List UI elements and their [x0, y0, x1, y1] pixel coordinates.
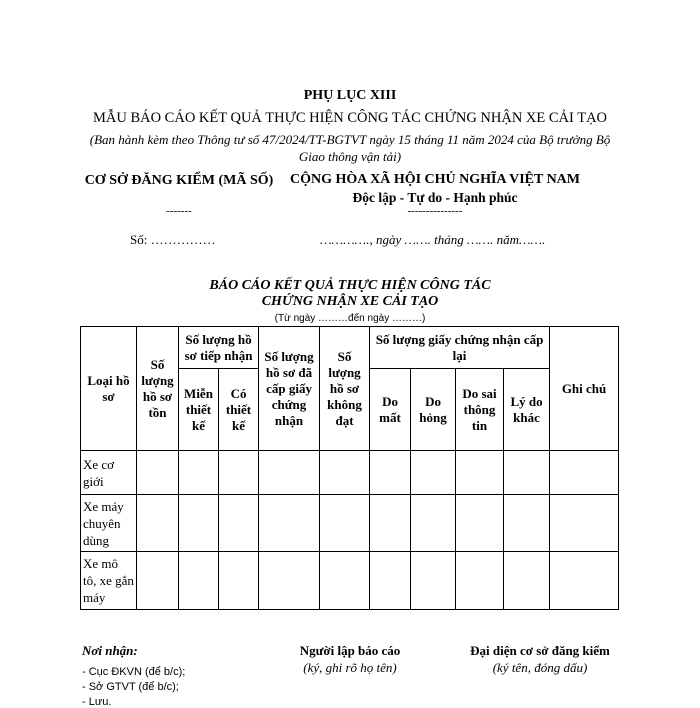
table-row	[81, 495, 619, 552]
nation-motto: Độc lập - Tự do - Hạnh phúc	[352, 190, 518, 205]
header-count: Số lượng hồ sơ tồn	[137, 327, 179, 451]
row-label: Xe mô tô, xe gắn máy	[81, 552, 137, 610]
recipient-item: - Cục ĐKVN (để b/c);	[82, 666, 186, 678]
row-label: Xe cơ giới	[81, 451, 137, 495]
table-row	[81, 552, 619, 610]
report-period: (Từ ngày ………đến ngày ………)	[274, 313, 426, 324]
document-number: Số: ……………	[130, 232, 216, 247]
table-row	[81, 451, 619, 495]
report-title-line2: CHỨNG NHẬN XE CẢI TẠO	[261, 294, 439, 309]
appendix-title: PHỤ LỤC XIII	[303, 88, 397, 103]
recipient-item: - Sở GTVT (để b/c);	[82, 681, 179, 693]
report-title-line1: BÁO CÁO KẾT QUẢ THỰC HIỆN CÔNG TÁC	[209, 278, 491, 293]
representative-label: Đại diện cơ sở đăng kiểm	[470, 643, 610, 658]
header-type: Loại hồ sơ	[81, 327, 137, 451]
form-title: MẪU BÁO CÁO KẾT QUẢ THỰC HIỆN CÔNG TÁC CHỨNG NHẬN XE CẢI TẠO	[92, 110, 608, 126]
org-name: CƠ SỞ ĐĂNG KIỂM (MÃ SỐ)	[84, 173, 274, 188]
header-exempt: Miễn thiết kế	[179, 369, 219, 451]
header-wrong-info: Do sai thông tin	[456, 369, 504, 451]
header-damaged: Do hỏng	[411, 369, 456, 451]
header-other: Lý do khác	[504, 369, 550, 451]
issued-by-note: (Ban hành kèm theo Thông tư số 47/2024/TT-BGTVT ngày 15 tháng 11 năm 2024 của Bộ trưởng Bộ Giao thông vận tải)	[89, 132, 611, 164]
preparer-label: Người lập báo cáo	[299, 643, 401, 658]
header-failed: Số lượng hồ sơ không đạt	[320, 327, 370, 451]
document-date: …………., ngày ……. tháng ……. năm…….	[320, 232, 546, 247]
header-lost: Do mất	[370, 369, 411, 451]
header-reissued: Số lượng giấy chứng nhận cấp lại	[370, 327, 550, 369]
report-table	[80, 326, 619, 610]
recipients-title: Nơi nhận:	[82, 643, 138, 658]
preparer-note: (ký, ghi rõ họ tên)	[303, 660, 397, 675]
header-issued: Số lượng hồ sơ đã cấp giấy chứng nhận	[259, 327, 320, 451]
representative-note: (ký tên, đóng dấu)	[492, 660, 588, 675]
recipient-item: - Lưu.	[82, 696, 112, 708]
header-with-design: Có thiết kế	[219, 369, 259, 451]
nation-name: CỘNG HÒA XÃ HỘI CHỦ NGHĨA VIỆT NAM	[289, 172, 580, 187]
header-note: Ghi chú	[550, 327, 619, 451]
header-received: Số lượng hồ sơ tiếp nhận	[179, 327, 259, 369]
row-label: Xe máy chuyên dùng	[81, 495, 137, 552]
motto-divider: ---------------	[407, 205, 463, 217]
org-divider: -------	[166, 205, 192, 217]
